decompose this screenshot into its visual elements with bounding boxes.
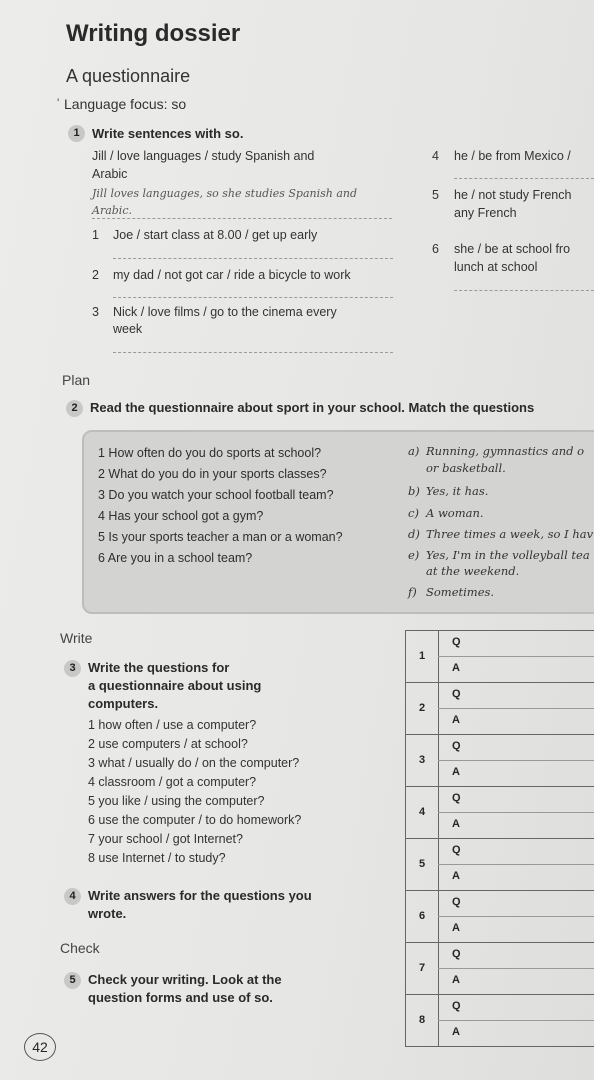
- cell-divider: [438, 968, 594, 969]
- grid-row-number: 7: [418, 962, 426, 974]
- answer-line[interactable]: [113, 352, 393, 353]
- grid-row-number: 8: [418, 1014, 426, 1026]
- ex1-item-text: she / be at school fro: [454, 242, 571, 256]
- ex3-item: 7 your school / got Internet?: [88, 832, 243, 846]
- ex3-item: 1 how often / use a computer?: [88, 718, 257, 732]
- ex1-item-number: 3: [92, 305, 99, 319]
- answer-key: c): [408, 506, 419, 520]
- exercise-1-number: 1: [68, 125, 85, 142]
- answer-key: d): [408, 527, 420, 541]
- ex3-item: 2 use computers / at school?: [88, 737, 248, 751]
- ex3-item: 8 use Internet / to study?: [88, 851, 226, 865]
- cell-divider: [438, 708, 594, 709]
- grid-row-number: 3: [418, 754, 426, 766]
- example-prompt-cont: Arabic: [92, 167, 128, 181]
- ex1-item-number: 2: [92, 268, 99, 282]
- question-cell[interactable]: Q: [452, 844, 461, 856]
- question-cell[interactable]: Q: [452, 896, 461, 908]
- ex1-item-number: 1: [92, 228, 99, 242]
- grid-row-number: 6: [418, 910, 426, 922]
- exercise-5-instruction-cont: question forms and use of so.: [88, 990, 273, 1005]
- questionnaire-question: 6 Are you in a school team?: [98, 551, 253, 565]
- grid-row: [406, 995, 594, 1047]
- ex1-item-number: 5: [432, 188, 439, 202]
- grid-row-number: 1: [418, 650, 426, 662]
- example-answer: Jill loves languages, so she studies Spanish and: [92, 187, 358, 200]
- write-heading: Write: [60, 630, 93, 646]
- exercise-5-instruction: Check your writing. Look at the: [88, 972, 282, 987]
- questionnaire-question: 2 What do you do in your sports classes?: [98, 467, 327, 481]
- answer-line[interactable]: [113, 297, 393, 298]
- ex1-item-text: Joe / start class at 8.00 / get up early: [113, 228, 318, 242]
- question-cell[interactable]: Q: [452, 636, 461, 648]
- grid-row-number: 4: [418, 806, 426, 818]
- answer-key: f): [408, 585, 417, 599]
- answer-cell[interactable]: A: [452, 922, 460, 934]
- answer-cell[interactable]: A: [452, 974, 460, 986]
- answer-key: a): [408, 444, 420, 458]
- page-title: Writing dossier: [66, 20, 241, 47]
- example-prompt: Jill / love languages / study Spanish and: [92, 149, 315, 163]
- exercise-2-instruction: Read the questionnaire about sport in your school. Match the questions: [90, 400, 535, 415]
- cell-divider: [438, 812, 594, 813]
- answer-cell[interactable]: A: [452, 818, 460, 830]
- answer-line[interactable]: [113, 258, 393, 259]
- ex1-item-text: he / not study French: [454, 188, 572, 202]
- answer-line[interactable]: [454, 178, 594, 179]
- question-cell[interactable]: Q: [452, 792, 461, 804]
- grid-row: [406, 735, 594, 787]
- bullet-icon: ': [57, 96, 60, 110]
- cell-divider: [438, 760, 594, 761]
- questionnaire-answer: Yes, it has.: [426, 484, 489, 498]
- ex1-item-text: Nick / love films / go to the cinema every: [113, 305, 337, 319]
- ex1-item-text: he / be from Mexico /: [454, 149, 571, 163]
- question-answer-grid: [405, 630, 594, 1047]
- grid-row: [406, 943, 594, 995]
- exercise-3-instruction-cont: computers.: [88, 696, 159, 711]
- exercise-3-instruction: Write the questions for: [88, 660, 230, 675]
- exercise-2-number: 2: [66, 400, 83, 417]
- page-number: 42: [24, 1033, 56, 1061]
- exercise-5-number: 5: [64, 972, 81, 989]
- grid-row: [406, 631, 594, 683]
- ex1-item-text-cont: any French: [454, 206, 517, 220]
- questionnaire-question: 1 How often do you do sports at school?: [98, 446, 322, 460]
- questionnaire-answer-cont: at the weekend.: [426, 564, 520, 578]
- cell-divider: [438, 1020, 594, 1021]
- answer-cell[interactable]: A: [452, 870, 460, 882]
- answer-cell[interactable]: A: [452, 714, 460, 726]
- section-subtitle: A questionnaire: [66, 66, 191, 86]
- cell-divider: [438, 916, 594, 917]
- check-heading: Check: [60, 940, 100, 956]
- questionnaire-question: 5 Is your sports teacher a man or a woman?: [98, 530, 343, 544]
- ex3-item: 5 you like / using the computer?: [88, 794, 265, 808]
- questionnaire-question: 3 Do you watch your school football team?: [98, 488, 334, 502]
- ex1-item-text: my dad / not got car / ride a bicycle to work: [113, 268, 351, 282]
- questionnaire-answer: Yes, I'm in the volleyball tea: [426, 548, 590, 562]
- grid-row: [406, 839, 594, 891]
- grid-row: [406, 683, 594, 735]
- example-answer-cont: Arabic.: [92, 204, 132, 217]
- question-cell[interactable]: Q: [452, 1000, 461, 1012]
- questionnaire-answer: Sometimes.: [426, 585, 495, 599]
- questionnaire-answer: Running, gymnastics and o: [426, 444, 585, 458]
- ex3-item: 6 use the computer / to do homework?: [88, 813, 302, 827]
- answer-key: b): [408, 484, 420, 498]
- ex3-item: 4 classroom / got a computer?: [88, 775, 257, 789]
- answer-key: e): [408, 548, 420, 562]
- cell-divider: [438, 656, 594, 657]
- answer-cell[interactable]: A: [452, 662, 460, 674]
- questionnaire-answer-cont: or basketball.: [426, 461, 506, 475]
- question-cell[interactable]: Q: [452, 948, 461, 960]
- plan-heading: Plan: [62, 372, 91, 388]
- exercise-1-instruction: Write sentences with so.: [92, 126, 244, 141]
- grid-row: [406, 891, 594, 943]
- exercise-4-number: 4: [64, 888, 81, 905]
- language-focus: Language focus: so: [64, 96, 187, 112]
- answer-cell[interactable]: A: [452, 766, 460, 778]
- answer-cell[interactable]: A: [452, 1026, 460, 1038]
- ex1-item-number: 4: [432, 149, 439, 163]
- questionnaire-answer: A woman.: [426, 506, 484, 520]
- exercise-3-instruction-cont: a questionnaire about using: [88, 678, 262, 693]
- question-cell[interactable]: Q: [452, 688, 461, 700]
- grid-row-number: 5: [418, 858, 426, 870]
- question-cell[interactable]: Q: [452, 740, 461, 752]
- questionnaire-answer: Three times a week, so I hav: [426, 527, 594, 541]
- exercise-3-number: 3: [64, 660, 81, 677]
- answer-line: [92, 218, 392, 219]
- ex1-item-number: 6: [432, 242, 439, 256]
- ex3-item: 3 what / usually do / on the computer?: [88, 756, 300, 770]
- grid-row-number: 2: [418, 702, 426, 714]
- ex1-item-text-cont: lunch at school: [454, 260, 538, 274]
- exercise-4-instruction: Write answers for the questions you: [88, 888, 312, 903]
- questionnaire-question: 4 Has your school got a gym?: [98, 509, 264, 523]
- answer-line[interactable]: [454, 290, 594, 291]
- grid-row: [406, 787, 594, 839]
- cell-divider: [438, 864, 594, 865]
- exercise-4-instruction-cont: wrote.: [88, 906, 127, 921]
- ex1-item-text-cont: week: [113, 322, 143, 336]
